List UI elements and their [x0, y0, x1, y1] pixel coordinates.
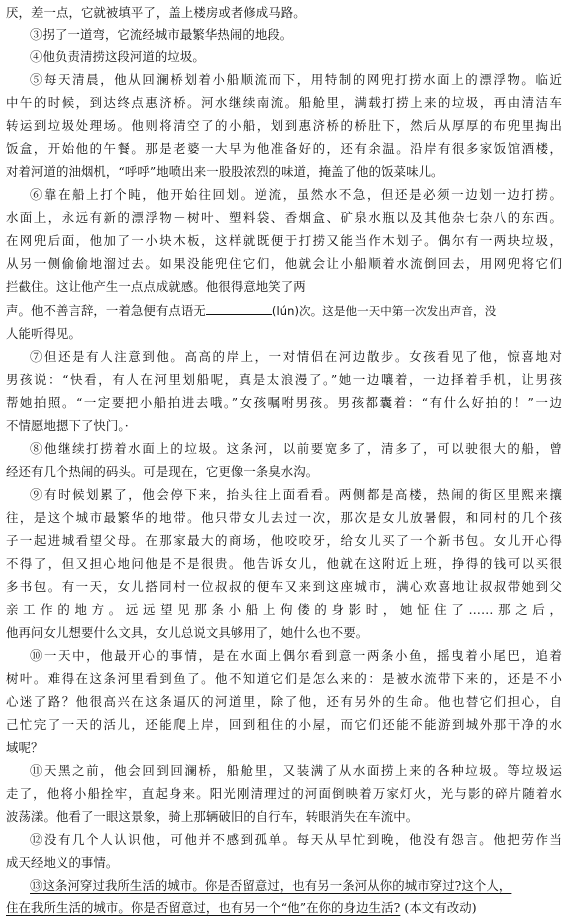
paragraph-5: ⑤每天清晨，他从回澜桥划着小船顺流而下，用特制的网兜打捞水面上的漂浮物。临近 [30, 72, 562, 87]
underlined-sentence: 住在我所生活的城市。你是否留意过，也有另一个“他”在你的身边生活? [6, 900, 401, 915]
text-line: 厌，差一点，它就被填平了，盖上楼房或者修成马路。 [6, 5, 306, 20]
text-line: 心迷了路？他很高兴在这条逼仄的河道里，除了他，还有另外的生命。他也替它们担心，自 [6, 694, 562, 709]
answer-blank[interactable] [206, 302, 272, 315]
text-line: 帮她拍照。“一定要把小船拍进去哦。”女孩嘱咐男孩。男孩都囊着：“有什么好拍的！”一边 [6, 395, 562, 410]
text-line: 经还有几个热闹的码头。可是现在，它更像一条臭水沟。 [6, 464, 319, 479]
text-line: 子一起进城看望父母。在那家最大的商场，他咬咬牙，给女儿买了一个新书包。女儿开心得 [6, 533, 562, 548]
text-segment: (lún)次。这是他一天中第一次发出声音，没 [271, 304, 497, 318]
paragraph-12: ⑫没有几个人认识他，可他并不感到孤单。每天从早忙到晚，他没有怨言。他把劳作当 [30, 832, 562, 847]
paragraph-6: ⑥靠在船上打个盹，他开始往回划。逆流，虽然水不急，但还是必须一边划一边打捞。 [30, 187, 562, 202]
text-segment: 声。他不善言辞，一着急便有点语无 [6, 303, 206, 318]
paragraph-10: ⑩一天中，他最开心的事情，是在水面上偶尔看到意一两条小鱼，摇曳着小尾巴，追着 [30, 648, 562, 663]
text-line: 己忙完了一天的活儿，还能爬上岸，回到租住的小屋，而它们还能不能游到城外那干净的水 [6, 717, 562, 732]
text-line: 中午的时候，到达终点惠济桥。河水继续南流。船舱里，满载打捞上来的垃圾，再由清洁车 [6, 95, 562, 110]
paragraph-7: ⑦但还是有人注意到他。高高的岸上，一对情侣在河边散步。女孩看见了他，惊喜地对 [30, 349, 562, 364]
text-line: 成天经地义的事情。 [6, 855, 119, 870]
paragraph-9: ⑨有时候划累了，他会停下来，抬头往上面看看。两侧都是高楼，热闹的街区里熙来攘 [30, 487, 562, 502]
text-line-with-blank [6, 300, 562, 322]
text-line: 从另一侧偷偷地溜过去。如果没能兜住它们，他就会让小船顺着水流倒回去，用网兜将它们 [6, 256, 562, 271]
paragraph-8: ⑧他继续打捞着水面上的垃圾。这条河，以前要宽多了，清多了，可以驶很大的船，曾 [30, 441, 562, 456]
text-line: 亲工作的地方。远远望见那条小船上佝偻的身影时，她怔住了……那之后， [6, 602, 562, 617]
text-line: 多书包。有一天，女儿搭同村一位叔叔的便车又来到这座城市，满心欢喜地让叔叔带她到父 [6, 579, 562, 594]
text-line: 走了，他将小船拴牢，直起身来。阳光刚清理过的河面倒映着万家灯火，光与影的碎片随着水 [6, 786, 562, 801]
text-line [6, 897, 562, 919]
text-line: 往，是这个城市最繁华的地带。他只带女儿去过一次，那次是女儿放暑假，和同村的几个孩 [6, 510, 562, 525]
text-line: 不得了，但又担心地问他是不是很贵。他告诉女儿，他就在这附近上班，挣得的钱可以买很 [6, 556, 562, 571]
text-line: 转运到垃圾处理场。他则将清空了的小船，划到惠济桥的桥肚下，然后从厚厚的布兜里掏出 [6, 118, 562, 133]
underlined-sentence: ⑬这条河穿过我所生活的城市。你是否留意过，也有另一条河从你的城市穿过?这个人， [30, 878, 512, 893]
text-line: 男孩说：“快看，有人在河里划船呢，真是太浪漫了。”她一边嚷着，一边择着手机，让男孩 [6, 372, 562, 387]
text-line: 拦截住。这让他产生一点点成就感。他很得意地笑了两 [6, 279, 306, 294]
text-line: 波荡漾。他看了一眼这景象，骑上那辆破旧的自行车，转眼消失在车流中。 [6, 809, 419, 824]
paragraph-11: ⑪天黑之前，他会回到回澜桥，船舱里，又装满了从水面捞上来的各种垃圾。等垃圾运 [30, 763, 562, 778]
text-line: 对着河道的油烟机，“呼呼”地喷出来一股股浓烈的味道，掩盖了他的饭菜味儿。 [6, 164, 444, 179]
paragraph-4: ④他负责清捞这段河道的垃圾。 [30, 49, 205, 64]
paragraph-13 [30, 875, 562, 897]
text-line: 他再问女儿想要什么文具，女儿总说文具够用了，她什么也不要。 [6, 625, 369, 640]
text-line: 人能听得见。 [6, 326, 81, 341]
text-line: 饭盒，开始他的午餐。那是老婆一大早为他准备好的，还有余温。沿岸有很多家饭馆酒楼， [6, 141, 562, 156]
text-line: 在网兜后面，他加了一小块木板，这样就既便于打捞又能当作木划子。偶尔有一两块垃圾， [6, 233, 562, 248]
text-line: 不情愿地摁下了快门。· [6, 418, 129, 433]
text-line: 水面上，永远有新的漂浮物－树叶、塑料袋、香烟盒、矿泉水瓶以及其他杂七杂八的东西。 [6, 210, 562, 225]
text-line: 域呢？ [6, 740, 44, 755]
source-note: (本文有改动) [404, 900, 477, 915]
paragraph-3: ③拐了一道弯，它流经城市最繁华热闹的地段。 [30, 27, 293, 42]
text-line: 树叶。难得在这条河里看到鱼了。他不知道它们是怎么来的：是被水流带下来的，还是不小 [6, 671, 562, 686]
